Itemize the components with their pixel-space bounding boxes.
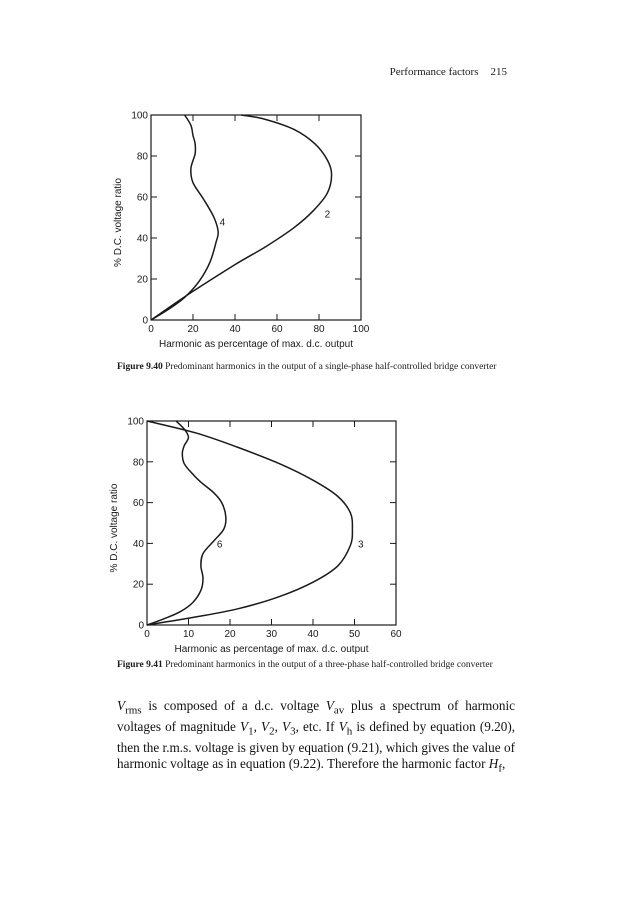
y-tick-label: 20 — [132, 579, 144, 591]
series-label-2: 2 — [324, 209, 331, 221]
figure-9-40-chart — [0, 0, 631, 360]
y-tick-label: 0 — [138, 620, 144, 632]
symbol-subscript: rms — [125, 704, 142, 717]
y-tick-label: 100 — [131, 110, 148, 122]
symbol-subscript: h — [346, 725, 353, 738]
text: , — [274, 719, 282, 735]
x-axis-title: Harmonic as percentage of max. d.c. output — [174, 644, 369, 655]
y-tick-label: 40 — [132, 538, 144, 550]
y-tick-label: 0 — [142, 315, 148, 327]
y-tick-label: 80 — [136, 151, 148, 163]
x-tick-label: 20 — [187, 324, 199, 335]
text: , — [502, 755, 506, 771]
x-axis-title: Harmonic as percentage of max. d.c. output — [159, 339, 353, 350]
symbol-subscript: f — [498, 762, 502, 775]
series-label-6: 6 — [216, 539, 223, 551]
figure-9-41-chart — [0, 380, 631, 680]
x-tick-label: 30 — [265, 629, 278, 640]
x-tick-label: 80 — [313, 324, 325, 335]
symbol-subscript: 1 — [248, 725, 254, 738]
body-paragraph — [117, 698, 515, 777]
y-tick-label: 60 — [132, 498, 144, 510]
text: is defined by equation (9.20), then the r.m.s. voltage is given by equation (9.21), which gives the value of harmonic voltage as in equation (9.22). Therefore the harmonic factor — [117, 719, 516, 771]
figure-label: Figure 9.41 — [117, 660, 163, 670]
series-label-3: 3 — [357, 539, 364, 551]
x-tick-label: 60 — [271, 324, 283, 335]
x-tick-label: 0 — [144, 629, 150, 640]
y-tick-label: 100 — [127, 416, 144, 428]
series-line-4 — [151, 115, 218, 320]
figure-9-41-caption — [117, 660, 517, 671]
text: , etc. If — [295, 719, 339, 735]
series-line-3 — [147, 421, 352, 625]
x-tick-label: 0 — [148, 324, 154, 335]
symbol: V — [338, 719, 347, 735]
symbol: V — [261, 719, 270, 735]
text: plus a spectrum of harmonic voltages of magnitude — [117, 698, 515, 735]
series-line-2 — [151, 115, 332, 320]
symbol: V — [117, 698, 126, 713]
y-tick-label: 60 — [136, 192, 148, 204]
series-line-6 — [147, 421, 226, 625]
figure-label: Figure 9.40 — [117, 362, 163, 372]
caption-text: Predominant harmonics in the output of a three-phase half-controlled bridge converter — [165, 660, 493, 670]
y-axis-title: % D.C. voltage ratio — [113, 178, 124, 267]
symbol-subscript: 2 — [269, 725, 275, 738]
text: is composed of a d.c. voltage — [141, 698, 326, 713]
x-tick-label: 60 — [390, 629, 402, 640]
symbol-subscript: 3 — [290, 725, 296, 738]
page-number: 215 — [490, 66, 507, 78]
plot-frame — [147, 421, 396, 625]
figure-9-40-caption — [117, 362, 517, 373]
y-tick-label: 40 — [136, 233, 148, 245]
series-label-4: 4 — [219, 217, 226, 229]
x-tick-label: 40 — [229, 324, 241, 335]
symbol: H — [488, 755, 499, 771]
caption-text: Predominant harmonics in the output of a single-phase half-controlled bridge converter — [165, 362, 497, 372]
symbol: V — [325, 698, 334, 713]
symbol-subscript: av — [333, 704, 345, 717]
x-tick-label: 100 — [352, 324, 370, 335]
text: , — [253, 719, 261, 735]
x-tick-label: 50 — [348, 629, 361, 640]
x-tick-label: 20 — [224, 629, 236, 640]
symbol: V — [282, 719, 291, 735]
x-tick-label: 10 — [182, 629, 195, 640]
y-tick-label: 20 — [136, 274, 148, 286]
x-tick-label: 40 — [307, 629, 319, 640]
running-title: Performance factors — [389, 66, 479, 78]
symbol: V — [240, 719, 249, 735]
y-axis-title: % D.C. voltage ratio — [109, 483, 120, 573]
y-tick-label: 80 — [132, 457, 144, 469]
